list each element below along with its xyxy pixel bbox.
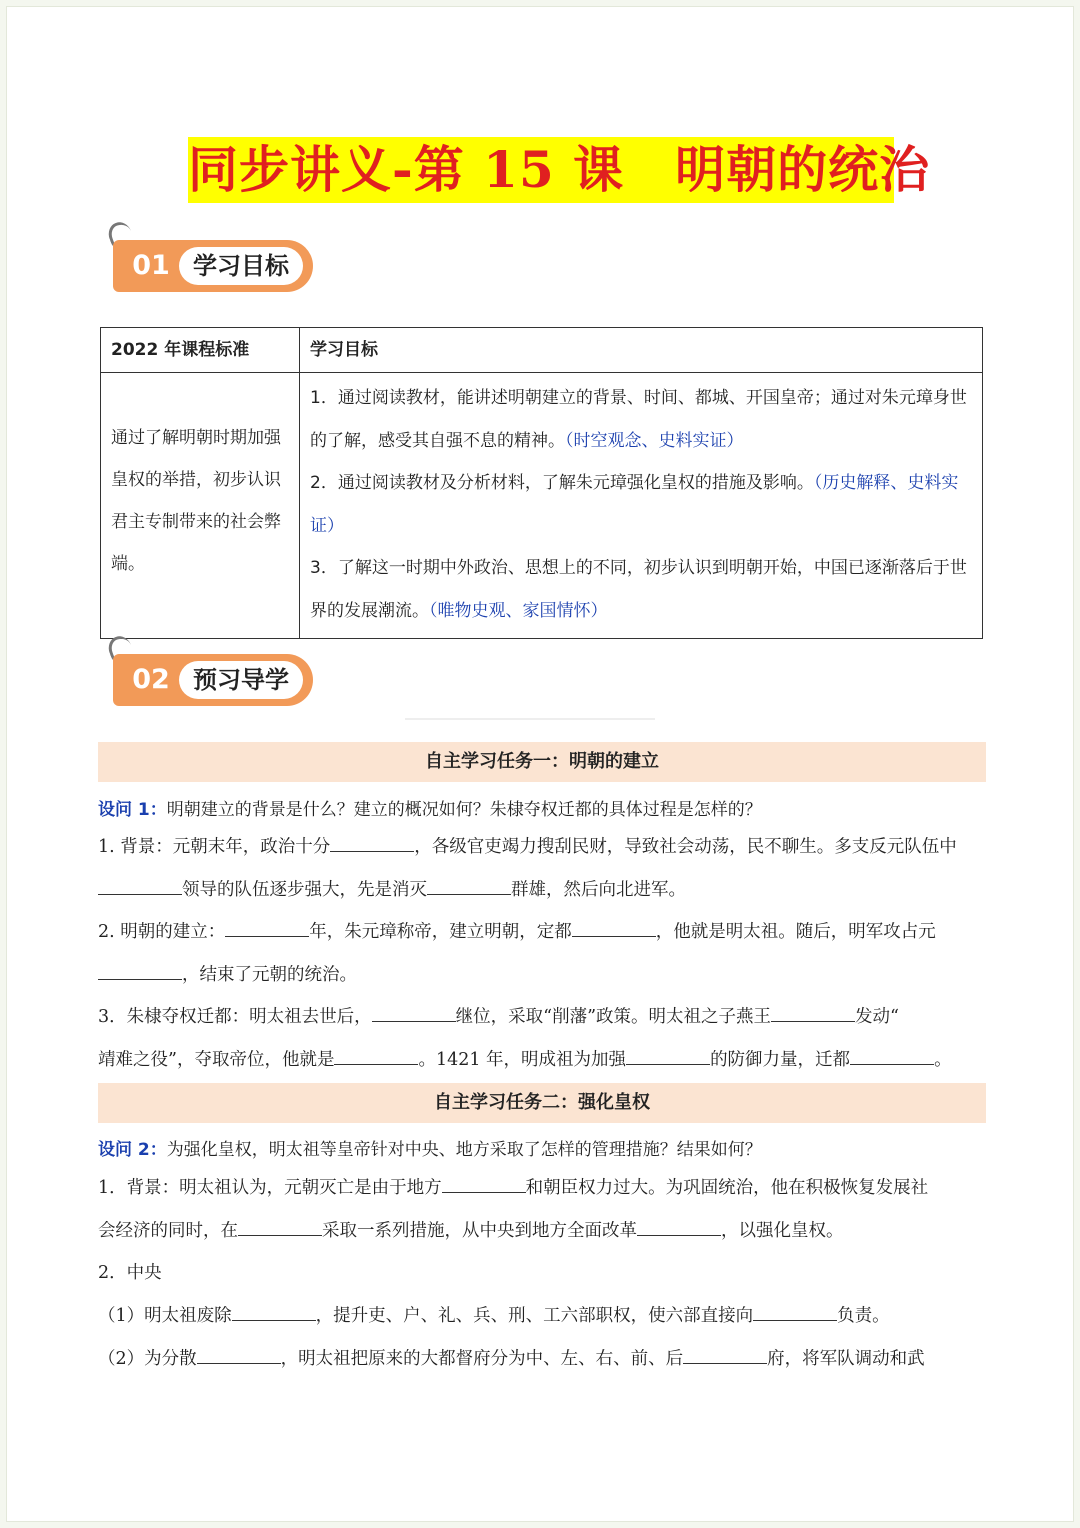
task-band-2: 自主学习任务二：强化皇权	[98, 1083, 986, 1123]
table-header-standard: 2022 年课程标准	[101, 328, 300, 373]
blank[interactable]	[637, 1217, 721, 1236]
blank[interactable]	[225, 918, 309, 937]
goal-3: 3．了解这一时期中外政治、思想上的不同，初步认识到明朝开始，中国已逐渐落后于世界的发展潮流。（唯物史观、家国情怀）	[310, 558, 967, 621]
section-number: 02	[132, 664, 170, 695]
p1-line-6: 靖难之役”，夺取帝位，他就是 。1421 年，明成祖为加强 的防御力量，迁都 。	[98, 1045, 988, 1075]
goal-2: 2．通过阅读教材及分析材料，了解朱元璋强化皇权的措施及影响。（历史解释、史料实证）	[310, 473, 959, 536]
curriculum-standard: 通过了解明朝时期加强皇权的举措，初步认识君主专制带来的社会弊端。	[101, 373, 300, 639]
goals-cell	[300, 373, 983, 639]
blank[interactable]	[98, 961, 182, 980]
p2-line-2: 会经济的同时，在 采取一系列措施，从中央到地方全面改革 ，以强化皇权。	[98, 1216, 988, 1246]
table-header-goals: 学习目标	[300, 328, 983, 373]
blank[interactable]	[330, 833, 414, 852]
blank[interactable]	[442, 1174, 526, 1193]
watermark-divider	[405, 718, 655, 720]
p2-line-4: （1）明太祖废除 ，提升吏、户、礼、兵、刑、工六部职权，使六部直接向 负责。	[98, 1301, 988, 1331]
p1-line-2: 领导的队伍逐步强大，先是消灭 群雄，然后向北进军。	[98, 875, 988, 905]
p1-line-4: ，结束了元朝的统治。	[98, 960, 988, 990]
goal-2-tag: （历史解释、史料实证）	[310, 473, 959, 536]
section-label: 学习目标	[179, 247, 303, 285]
blank[interactable]	[232, 1302, 316, 1321]
blank[interactable]	[683, 1345, 767, 1364]
p2-line-5: （2）为分散 ，明太祖把原来的大都督府分为中、左、右、前、后 府，将军队调动和武	[98, 1344, 988, 1374]
section-number: 01	[132, 250, 170, 281]
p1-line-3: 2. 明朝的建立： 年，朱元璋称帝，建立明朝，定都 ，他就是明太祖。随后，明军攻占元	[98, 917, 988, 947]
p2-line-3: 2．中央	[98, 1263, 162, 1283]
question-2: 设问 2：为强化皇权，明太祖等皇帝针对中央、地方采取了怎样的管理措施？结果如何？	[98, 1140, 762, 1160]
question-1: 设问 1：明朝建立的背景是什么？建立的概况如何？朱棣夺权迁都的具体过程是怎样的？	[98, 800, 762, 820]
p1-line-1: 1. 背景：元朝末年，政治十分 ，各级官吏竭力搜刮民财，导致社会动荡，民不聊生。多支反元队伍中	[98, 832, 988, 862]
blank[interactable]	[753, 1302, 837, 1321]
task-band-1: 自主学习任务一：明朝的建立	[98, 742, 986, 782]
blank[interactable]	[197, 1345, 281, 1364]
goal-1: 1．通过阅读教材，能讲述明朝建立的背景、时间、都城、开国皇帝；通过对朱元璋身世的了解，感受其自强不息的精神。（时空观念、史料实证）	[310, 388, 967, 451]
blank[interactable]	[572, 918, 656, 937]
blank[interactable]	[850, 1046, 934, 1065]
page-title: 同步讲义-第 15 课 明朝的统治	[188, 137, 894, 203]
blank[interactable]	[98, 876, 182, 895]
blank[interactable]	[372, 1003, 456, 1022]
goal-1-tag: （时空观念、史料实证）	[565, 430, 744, 451]
blank[interactable]	[427, 876, 511, 895]
section-label: 预习导学	[179, 661, 303, 699]
blank[interactable]	[626, 1046, 710, 1065]
section-badge-learning-goals	[113, 236, 313, 292]
p1-line-5: 3．朱棣夺权迁都：明太祖去世后， 继位，采取“削藩”政策。明太祖之子燕王 发动“	[98, 1002, 988, 1032]
section-badge-preview-guide	[113, 650, 313, 706]
blank[interactable]	[771, 1003, 855, 1022]
goal-3-tag: （唯物史观、家国情怀）	[429, 600, 608, 621]
p2-line-1: 1．背景：明太祖认为，元朝灭亡是由于地方 和朝臣权力过大。为巩固统治，他在积极恢复发展社	[98, 1173, 988, 1203]
learning-goals-table	[100, 327, 983, 639]
blank[interactable]	[238, 1217, 322, 1236]
blank[interactable]	[334, 1046, 418, 1065]
